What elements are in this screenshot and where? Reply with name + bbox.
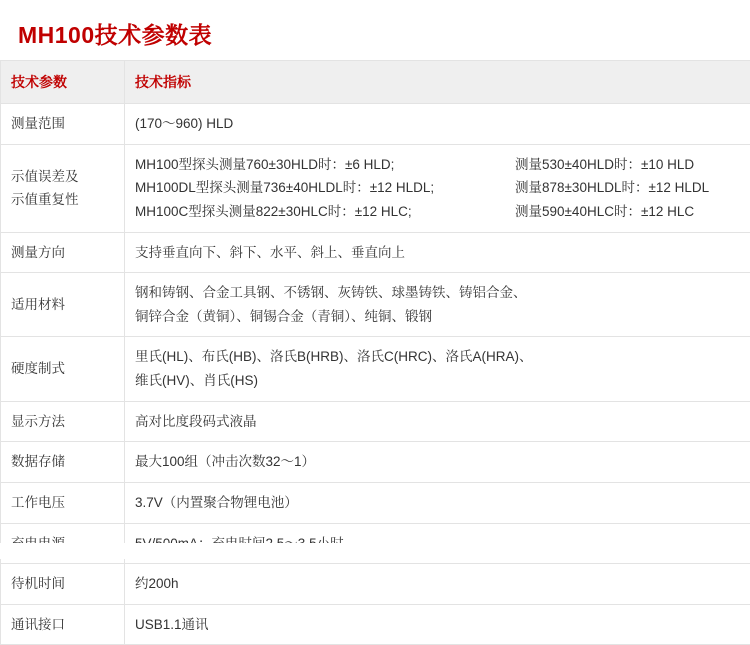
value-line: (170～960) HLD [135, 112, 233, 136]
table-header-row [1, 60, 750, 104]
table-row [1, 442, 750, 483]
row-value-measuring-direction [125, 232, 750, 273]
value-line: 维氏(HV)、肖氏(HS) [135, 369, 258, 393]
row-label-measuring-range: 测量范围 [1, 104, 125, 145]
value-line: 钢和铸钢、合金工具钢、不锈钢、灰铸铁、球墨铸铁、铸铝合金、 [135, 281, 527, 305]
value-line: 支持垂直向下、斜下、水平、斜上、垂直向上 [135, 241, 405, 265]
row-label-communication-interface: 通讯接口 [1, 604, 125, 645]
table-row [1, 273, 750, 337]
table-row [1, 401, 750, 442]
row-value-working-voltage [125, 482, 750, 523]
value-line: 3.7V（内置聚合物锂电池） [135, 491, 298, 515]
value-line: 里氏(HL)、布氏(HB)、洛氏B(HRB)、洛氏C(HRC)、洛氏A(HRA)、 [135, 345, 532, 369]
value-line: MH100DL型探头测量736±40HLDL时：±12 HLDL; [135, 176, 515, 200]
value-line: 约200h [135, 572, 179, 596]
row-value-hardness-scales [125, 337, 750, 401]
table-row [1, 104, 750, 145]
table-row [1, 482, 750, 523]
row-label-measuring-direction: 测量方向 [1, 232, 125, 273]
value-line: MH100型探头测量760±30HLD时：±6 HLD; [135, 153, 515, 177]
footer-spacer [0, 543, 750, 559]
value-line: 高对比度段码式液晶 [135, 410, 257, 434]
table-row [1, 232, 750, 273]
row-label-hardness-scales: 硬度制式 [1, 337, 125, 401]
column-header-specification: 技术指标 [125, 60, 750, 104]
value-line: 最大100组（冲击次数32～1） [135, 450, 315, 474]
value-line: 测量530±40HLD时：±10 HLD [515, 153, 694, 177]
column-header-parameter: 技术参数 [1, 60, 125, 104]
label-line: 示值重复性 [11, 188, 114, 212]
row-value-data-storage [125, 442, 750, 483]
value-line: 测量590±40HLC时：±12 HLC [515, 200, 694, 224]
value-line: USB1.1通讯 [135, 613, 209, 637]
row-value-display-method [125, 401, 750, 442]
row-label-display-method: 显示方法 [1, 401, 125, 442]
table-row [1, 564, 750, 605]
table-row [1, 144, 750, 232]
row-label-data-storage: 数据存储 [1, 442, 125, 483]
value-line: 铜锌合金（黄铜）、铜锡合金（青铜）、纯铜、锻钢 [135, 305, 432, 329]
page-title: MH100技术参数表 [0, 0, 750, 60]
row-label-working-voltage: 工作电压 [1, 482, 125, 523]
value-line: MH100C型探头测量822±30HLC时：±12 HLC; [135, 200, 515, 224]
row-value-applicable-materials [125, 273, 750, 337]
value-line: 测量878±30HLDL时：±12 HLDL [515, 176, 709, 200]
row-label-applicable-materials: 适用材料 [1, 273, 125, 337]
row-label-standby-time: 待机时间 [1, 564, 125, 605]
row-value-communication-interface [125, 604, 750, 645]
row-label-accuracy-repeatability [1, 144, 125, 232]
label-line: 示值误差及 [11, 165, 114, 189]
table-row [1, 337, 750, 401]
row-value-measuring-range [125, 104, 750, 145]
row-value-accuracy-repeatability [125, 144, 750, 232]
table-row [1, 604, 750, 645]
row-value-standby-time [125, 564, 750, 605]
